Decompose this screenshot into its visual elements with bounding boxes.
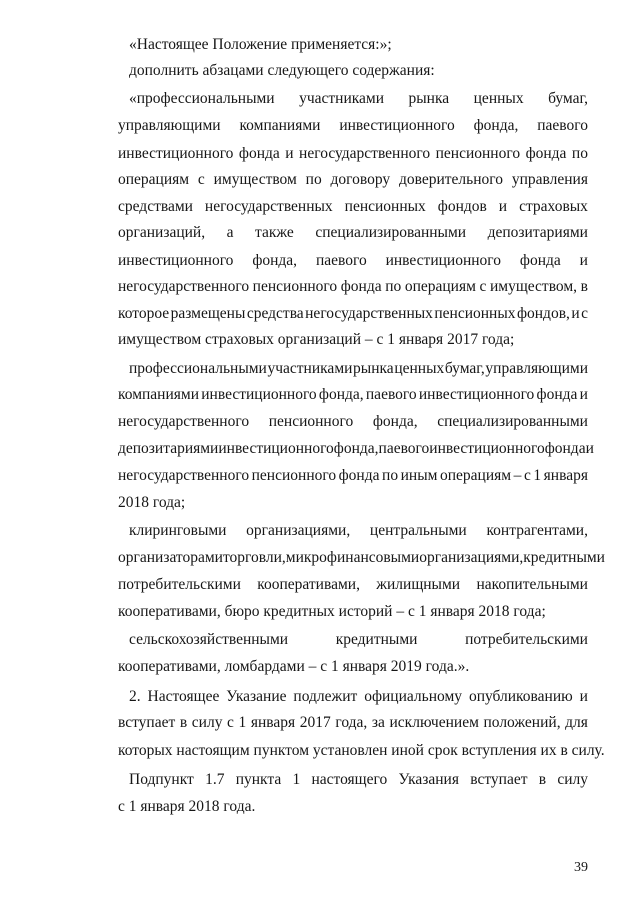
- word: и: [285, 145, 294, 162]
- word: подлежит: [293, 688, 358, 705]
- word: фонда,: [333, 440, 379, 457]
- text-line: [129, 770, 588, 790]
- word: фонда,: [318, 386, 364, 403]
- word: ценных: [473, 90, 524, 107]
- word: бумаг,: [548, 90, 588, 107]
- word: торговли,: [222, 549, 286, 566]
- text-line: [129, 687, 588, 707]
- word: пенсионного: [268, 413, 354, 430]
- word: инвестиционного: [385, 252, 502, 269]
- text-line: [129, 359, 588, 379]
- word: в: [538, 771, 547, 788]
- word: потребительскими: [118, 576, 241, 593]
- word: в: [179, 714, 188, 731]
- text-line: «Настоящее Положение применяется:»;: [129, 36, 392, 53]
- word: пенсионных: [344, 198, 426, 215]
- word: договору: [330, 171, 391, 188]
- word: потребительскими: [465, 631, 588, 648]
- text-line: [118, 116, 588, 136]
- word: организаторами: [118, 549, 223, 566]
- word: рынка: [353, 360, 394, 377]
- word: года,: [335, 714, 368, 731]
- word: фонда,: [473, 117, 519, 134]
- word: силу: [557, 771, 588, 788]
- word: с: [479, 278, 487, 295]
- word: депозитариями: [487, 224, 588, 241]
- word: фондов: [437, 198, 487, 215]
- word: официальному: [364, 688, 463, 705]
- word: инвестиционного: [118, 252, 234, 269]
- word: фондов,: [516, 305, 570, 322]
- word: пенсионного: [251, 467, 337, 484]
- word: 1: [533, 467, 542, 484]
- word: «профессиональными: [129, 90, 275, 107]
- word: фонда: [238, 145, 280, 162]
- word: ценных: [394, 360, 445, 377]
- word: 1: [238, 714, 247, 731]
- text-line: кооперативами, ломбардами – с 1 января 2019 года.».: [118, 658, 470, 675]
- word: накопительными: [476, 576, 588, 593]
- word: и: [579, 386, 588, 403]
- word: участниками: [267, 360, 353, 377]
- text-line: имуществом страховых организаций – с 1 января 2017 года;: [118, 331, 515, 348]
- word: имуществом,: [490, 278, 578, 295]
- word: с: [523, 467, 531, 484]
- word: рынка: [408, 90, 450, 107]
- text-line: [118, 466, 588, 486]
- word: управления: [511, 171, 588, 188]
- text-line: [129, 521, 588, 541]
- word: микрофинансовыми: [285, 549, 420, 566]
- word: 1.7: [205, 771, 225, 788]
- word: специализированными: [437, 413, 588, 430]
- word: участниками: [299, 90, 385, 107]
- text-line: [118, 170, 588, 190]
- word: операциям: [404, 278, 476, 295]
- word: клиринговыми: [129, 522, 227, 539]
- word: операциям: [118, 171, 190, 188]
- word: фонда: [536, 386, 578, 403]
- word: компаниями: [239, 117, 321, 134]
- word: доверительного: [398, 171, 503, 188]
- text-line: которых настоящим пунктом установлен иной срок вступления их в силу.: [118, 742, 605, 759]
- word: фонда: [338, 467, 380, 484]
- word: и: [498, 198, 508, 215]
- word: настоящего: [311, 771, 388, 788]
- word: иным: [400, 467, 438, 484]
- word: за: [371, 714, 385, 731]
- word: операциям: [440, 467, 512, 484]
- word: средства: [246, 305, 304, 322]
- text-line: [118, 251, 588, 271]
- word: депозитариями: [118, 440, 219, 457]
- word: негосударственных: [305, 305, 433, 322]
- word: для: [565, 714, 588, 731]
- word: опубликованию: [468, 688, 573, 705]
- word: организациями,: [246, 522, 351, 539]
- word: пенсионного: [435, 145, 521, 162]
- word: с: [581, 305, 588, 322]
- word: силу: [191, 714, 223, 731]
- word: специализированными: [315, 224, 467, 241]
- word: исключением: [389, 714, 479, 731]
- text-line: [118, 412, 588, 432]
- word: сельскохозяйственными: [129, 631, 289, 648]
- text-line: [129, 630, 588, 650]
- word: компаниями: [118, 386, 200, 403]
- word: 1: [292, 771, 301, 788]
- word: 2017: [299, 714, 331, 731]
- text-line: [118, 223, 588, 243]
- text-line: [118, 304, 588, 324]
- page-number: 39: [574, 860, 588, 875]
- word: бумаг,: [444, 360, 485, 377]
- word: которое: [118, 305, 170, 322]
- word: января: [543, 467, 588, 484]
- word: негосударственного: [118, 278, 250, 295]
- text-line: кооперативами, бюро кредитных историй – с 1 января 2018 года;: [118, 603, 546, 620]
- word: фонда: [544, 440, 586, 457]
- word: по: [571, 145, 588, 162]
- word: паевого: [365, 386, 417, 403]
- word: и: [571, 305, 580, 322]
- text-line: [118, 575, 588, 595]
- word: управляющими: [485, 360, 588, 377]
- word: фонда: [525, 145, 567, 162]
- word: страховых: [519, 198, 588, 215]
- word: центральными: [369, 522, 467, 539]
- word: инвестиционного: [218, 440, 334, 457]
- word: контрагентами,: [486, 522, 588, 539]
- word: инвестиционного: [429, 440, 545, 457]
- word: фонда: [519, 252, 561, 269]
- word: организаций,: [118, 224, 206, 241]
- word: управляющими: [118, 117, 221, 134]
- word: и: [579, 252, 588, 269]
- text-line: [129, 89, 588, 109]
- word: инвестиционного: [418, 386, 535, 403]
- word: по: [305, 171, 322, 188]
- word: паевого: [378, 440, 430, 457]
- word: пункта: [235, 771, 282, 788]
- word: и: [585, 440, 594, 457]
- word: негосударственного: [118, 467, 250, 484]
- word: а: [226, 224, 234, 241]
- text-line: [118, 277, 588, 297]
- word: кооперативами,: [257, 576, 360, 593]
- text-line: [118, 197, 588, 217]
- word: в: [580, 278, 588, 295]
- word: –: [513, 467, 522, 484]
- word: пенсионных: [434, 305, 516, 322]
- text-line: дополнить абзацами следующего содержания:: [129, 62, 435, 79]
- word: Подпункт: [129, 771, 194, 788]
- word: с: [227, 714, 234, 731]
- text-line: с 1 января 2018 года.: [118, 798, 256, 815]
- word: негосударственных: [204, 198, 333, 215]
- word: вступает: [118, 714, 176, 731]
- text-line: [118, 548, 605, 568]
- word: фонда,: [372, 413, 418, 430]
- word: Настоящее: [147, 688, 220, 705]
- text-line: [118, 713, 588, 733]
- word: средствами: [118, 198, 193, 215]
- word: и: [579, 688, 588, 705]
- word: инвестиционного: [201, 386, 317, 403]
- word: вступает: [470, 771, 528, 788]
- word: пенсионного: [252, 278, 338, 295]
- text-line: 2018 года;: [118, 494, 186, 511]
- word: января: [250, 714, 296, 731]
- word: инвестиционного: [339, 117, 455, 134]
- word: положений,: [483, 714, 561, 731]
- word: инвестиционного: [118, 145, 234, 162]
- word: с: [197, 171, 205, 188]
- word: также: [255, 224, 294, 241]
- word: Указания: [398, 771, 459, 788]
- word: 2.: [129, 688, 141, 705]
- word: жилищными: [376, 576, 461, 593]
- text-line: [118, 385, 588, 405]
- word: негосударственного: [118, 413, 250, 430]
- word: паевого: [537, 117, 588, 134]
- word: паевого: [315, 252, 367, 269]
- word: Указание: [226, 688, 287, 705]
- word: кредитными: [335, 631, 418, 648]
- word: профессиональными: [129, 360, 267, 377]
- word: по: [382, 467, 399, 484]
- word: негосударственного: [299, 145, 431, 162]
- word: фонда,: [252, 252, 298, 269]
- text-line: [118, 439, 594, 459]
- word: кредитными: [523, 549, 605, 566]
- word: по: [385, 278, 402, 295]
- word: размещены: [170, 305, 246, 322]
- text-line: [118, 144, 588, 164]
- word: организациями,: [419, 549, 524, 566]
- word: имуществом: [213, 171, 297, 188]
- word: фонда: [340, 278, 382, 295]
